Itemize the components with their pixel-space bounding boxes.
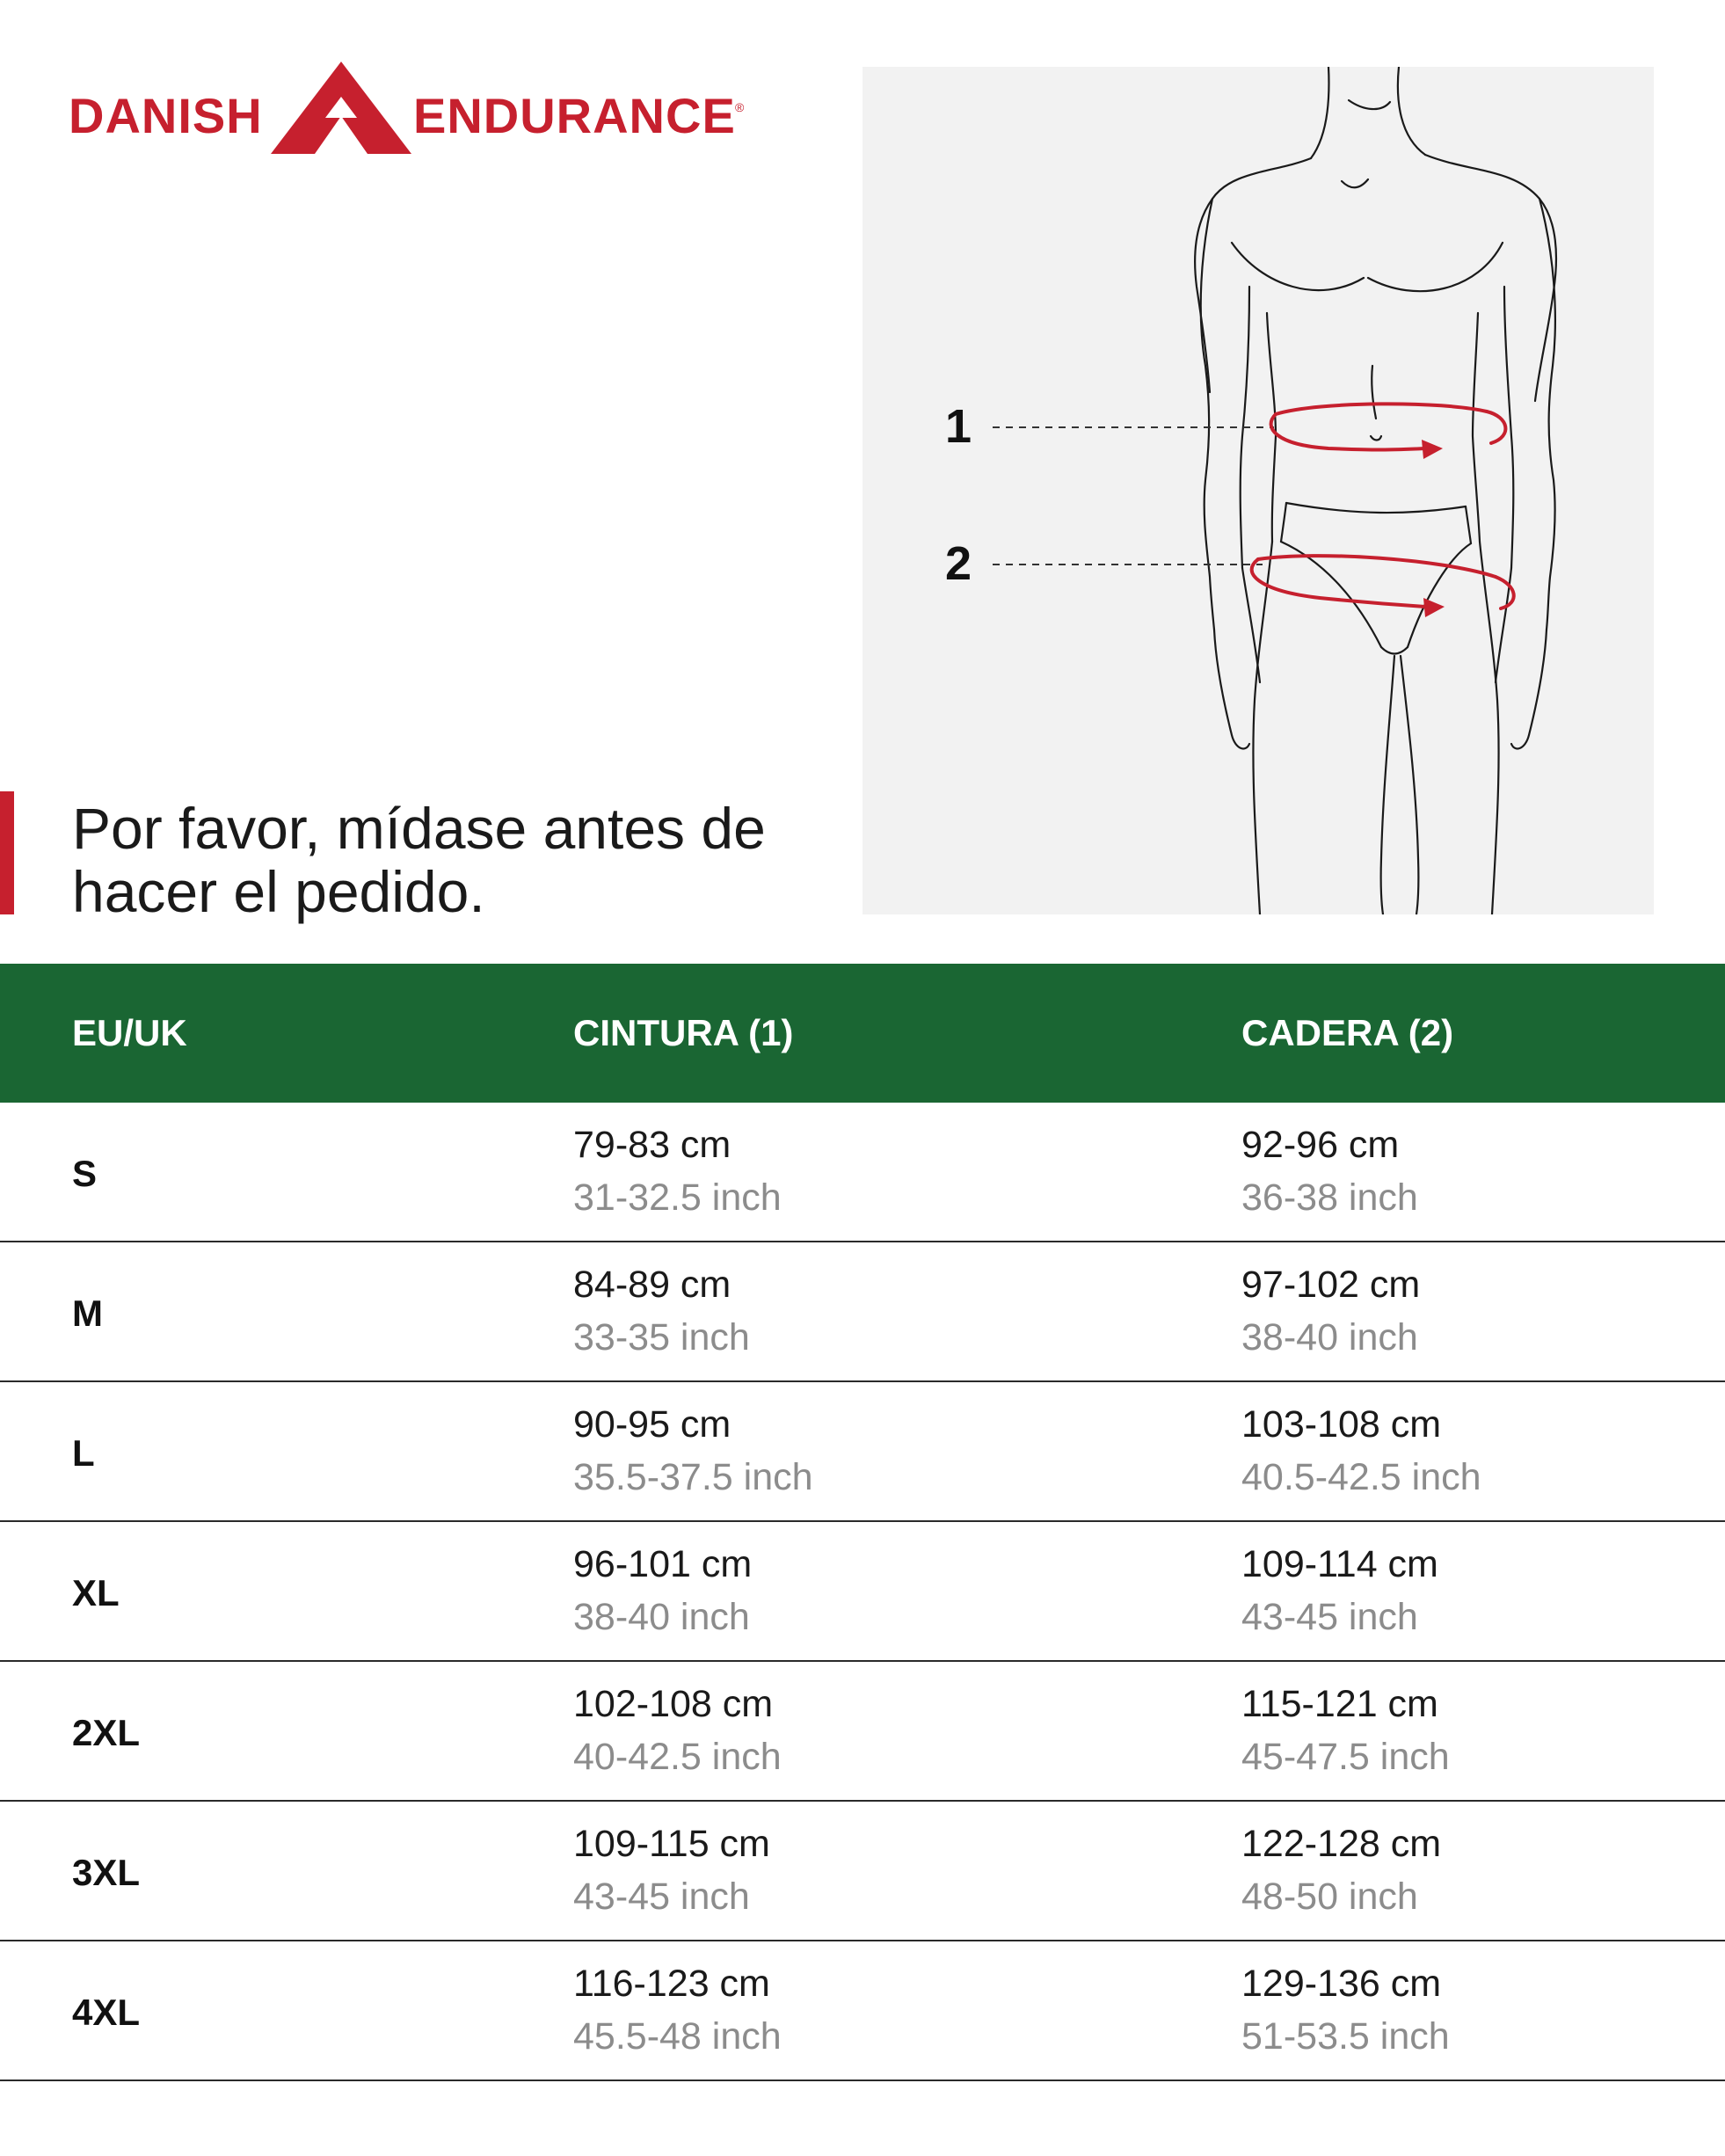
table-row (0, 1941, 1725, 2081)
marker-2-label: 2 (945, 537, 972, 590)
header-waist: CINTURA (1) (573, 1012, 794, 1053)
size-chart-table (0, 964, 1725, 2081)
size-label: 2XL (72, 1712, 141, 1753)
hip-cm: 129-136 cm (1241, 1963, 1442, 2005)
size-label: 4XL (72, 1992, 141, 2033)
brand-name-right: ENDURANCE (413, 88, 736, 143)
brand-name-left: DANISH (69, 88, 263, 143)
waist-cm: 109-115 cm (573, 1823, 770, 1865)
waist-inch: 40-42.5 inch (573, 1736, 782, 1778)
waist-cm: 90-95 cm (573, 1403, 731, 1446)
waist-inch: 35.5-37.5 inch (573, 1456, 813, 1498)
hip-inch: 43-45 inch (1241, 1596, 1418, 1638)
brand-logo (69, 62, 746, 158)
header-size: EU/UK (72, 1012, 187, 1053)
hip-inch: 40.5-42.5 inch (1241, 1456, 1481, 1498)
size-label: M (72, 1293, 103, 1334)
waist-cm: 84-89 cm (573, 1264, 731, 1306)
hip-inch: 48-50 inch (1241, 1876, 1418, 1918)
hip-cm: 103-108 cm (1241, 1403, 1442, 1446)
waist-cm: 79-83 cm (573, 1124, 731, 1166)
instruction-line-2: hacer el pedido. (72, 859, 485, 924)
accent-bar (0, 791, 14, 914)
measure-instruction (72, 797, 863, 923)
table-row (0, 1242, 1725, 1382)
hip-cm: 115-121 cm (1241, 1683, 1438, 1725)
hip-cm: 97-102 cm (1241, 1264, 1421, 1306)
hip-cm: 122-128 cm (1241, 1823, 1442, 1865)
waist-cm: 96-101 cm (573, 1543, 753, 1585)
hip-cm: 109-114 cm (1241, 1543, 1438, 1585)
body-outline-icon (862, 67, 1654, 914)
size-label: S (72, 1153, 98, 1194)
waist-inch: 38-40 inch (573, 1596, 750, 1638)
size-label: XL (72, 1572, 120, 1613)
registered-mark: ® (735, 100, 745, 114)
size-label: 3XL (72, 1852, 141, 1893)
table-row (0, 1662, 1725, 1802)
table-row (0, 1382, 1725, 1522)
hip-inch: 38-40 inch (1241, 1316, 1418, 1358)
waist-inch: 45.5-48 inch (573, 2015, 782, 2058)
waist-inch: 33-35 inch (573, 1316, 750, 1358)
size-label: L (72, 1432, 95, 1474)
hip-inch: 51-53.5 inch (1241, 2015, 1450, 2058)
table-row (0, 1802, 1725, 1941)
waist-inch: 31-32.5 inch (573, 1176, 782, 1219)
mountain-logo-icon (271, 62, 411, 154)
table-header (0, 964, 1725, 1103)
hip-inch: 36-38 inch (1241, 1176, 1418, 1219)
body-measurement-illustration (862, 67, 1654, 914)
waist-cm: 116-123 cm (573, 1963, 770, 2005)
marker-1-label: 1 (945, 400, 972, 453)
hip-cm: 92-96 cm (1241, 1124, 1400, 1166)
header-hip: CADERA (2) (1241, 1012, 1454, 1053)
instruction-line-1: Por favor, mídase antes de (72, 796, 766, 861)
waist-cm: 102-108 cm (573, 1683, 774, 1725)
waist-inch: 43-45 inch (573, 1876, 750, 1918)
table-row (0, 1522, 1725, 1662)
hip-inch: 45-47.5 inch (1241, 1736, 1450, 1778)
table-row (0, 1103, 1725, 1242)
